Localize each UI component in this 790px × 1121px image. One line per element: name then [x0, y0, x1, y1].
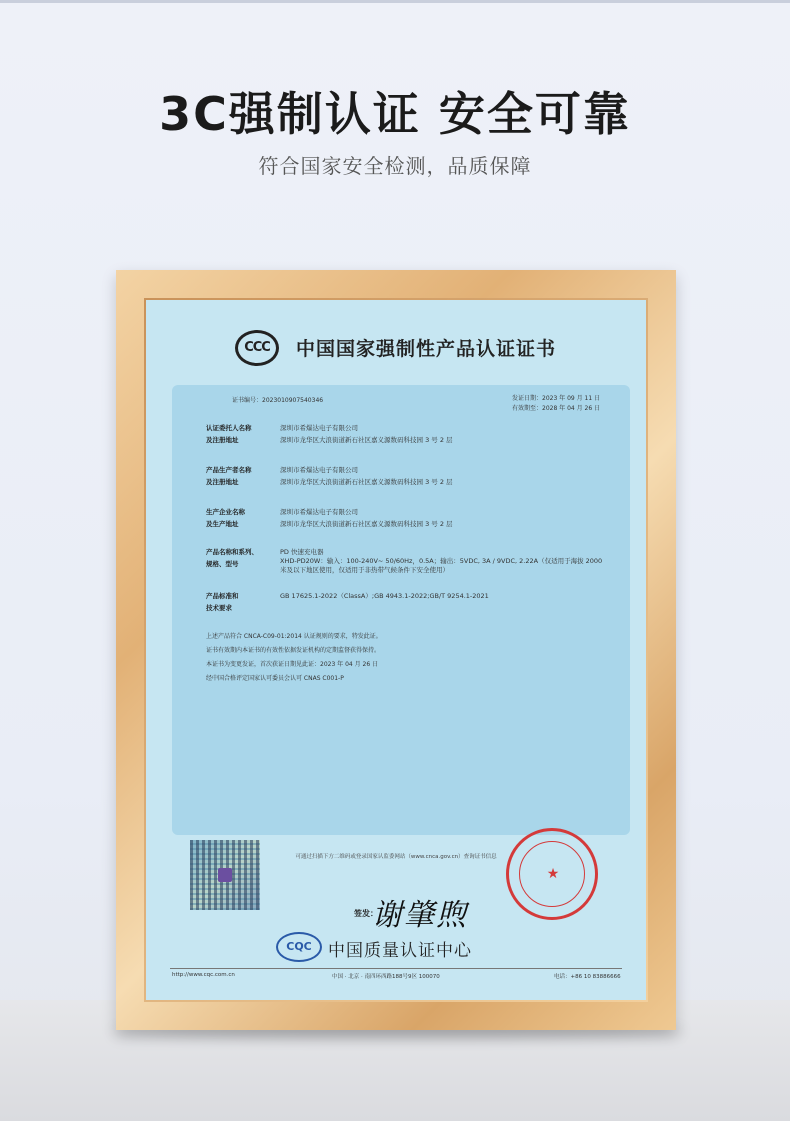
- product-label: 产品名称和系列、: [206, 548, 258, 556]
- footer-website[interactable]: http://www.cqc.com.cn: [172, 972, 235, 978]
- row-label: 及注册地址: [206, 436, 239, 444]
- qr-center-mark: [218, 868, 232, 882]
- cert-number: 证书编号：2023010907540346: [232, 397, 324, 404]
- footer-address: 中国 · 北京 · 南四环西路188号9区 100070: [332, 974, 440, 980]
- footer-phone: 电话：+86 10 83886666: [554, 974, 621, 980]
- verify-text: 可通过扫描下方二维码或登录国家认监委网站（www.cnca.gov.cn）查询证书信息: [295, 854, 497, 860]
- row-value: 深圳市希爆达电子有限公司: [280, 424, 358, 432]
- ccc-logo-icon: CCC: [235, 330, 279, 366]
- row-value: 深圳市龙华区大浪街道新石社区嘉义源数码科技园 3 号 2 层: [280, 520, 453, 528]
- signature: 谢肇煦: [372, 898, 468, 933]
- row-label: 生产企业名称: [206, 508, 245, 516]
- expiry-date: 有效期至：2028 年 04 月 26 日: [512, 405, 601, 412]
- row-label: 及生产地址: [206, 520, 239, 528]
- certificate-content-panel: [172, 385, 630, 835]
- cqc-logo-icon: CQC: [276, 932, 322, 962]
- row-value: 深圳市龙华区大浪街道新石社区嘉义源数码科技园 3 号 2 层: [280, 478, 453, 486]
- page-headline: 3C强制认证 安全可靠: [159, 87, 631, 141]
- standard-label: 产品标准和: [206, 592, 239, 600]
- seal-star-icon: ★: [546, 866, 560, 882]
- cqc-name: 中国质量认证中心: [328, 941, 472, 961]
- product-name: PD 快速充电器: [280, 548, 324, 556]
- row-label: 产品生产者名称: [206, 466, 252, 474]
- note-line: 证书有效期内本证书的有效性依据发证机构的定期监督获得保持。: [206, 647, 381, 654]
- row-label: 及注册地址: [206, 478, 239, 486]
- footer-divider: [170, 968, 622, 969]
- sign-label: 签发：: [354, 909, 378, 918]
- certificate-title: 中国国家强制性产品认证证书: [296, 338, 557, 360]
- certificate-frame: [116, 270, 676, 1030]
- frame-bevel: [144, 298, 648, 1002]
- product-spec: XHD-PD20W：输入：100-240V~ 50/60Hz，0.5A；输出：5VDC, 3A / 9VDC, 2.22A（仅适用于海拔 2000 米及以下地区使用，仅适用于非热带气候条件下安全使用）: [280, 557, 603, 574]
- page-subheadline: 符合国家安全检测，品质保障: [258, 154, 532, 178]
- standard-label: 技术要求: [206, 604, 232, 612]
- qr-code-icon[interactable]: [190, 840, 260, 910]
- standard-value: GB 17625.1-2022（ClassA）;GB 4943.1-2022;GB/T 9254.1-2021: [280, 592, 489, 600]
- note-line: 本证书为变更发证，首次获证日期见此证：2023 年 04 月 26 日: [206, 661, 379, 668]
- top-divider: [0, 0, 790, 3]
- certificate-paper: [146, 300, 646, 1000]
- row-value: 深圳市希爆达电子有限公司: [280, 466, 358, 474]
- row-value: 深圳市龙华区大浪街道新石社区嘉义源数码科技园 3 号 2 层: [280, 436, 453, 444]
- seal-inner-ring: [519, 841, 585, 907]
- red-seal-icon: [506, 828, 598, 920]
- product-label: 规格、型号: [206, 560, 239, 568]
- row-label: 认证委托人名称: [206, 424, 252, 432]
- note-line: 经中国合格评定国家认可委员会认可 CNAS C001-P: [206, 675, 344, 682]
- issue-date: 发证日期：2023 年 09 月 11 日: [512, 395, 601, 402]
- row-value: 深圳市希爆达电子有限公司: [280, 508, 358, 516]
- note-line: 上述产品符合 CNCA-C09-01:2014 认证规则的要求，特发此证。: [206, 633, 382, 640]
